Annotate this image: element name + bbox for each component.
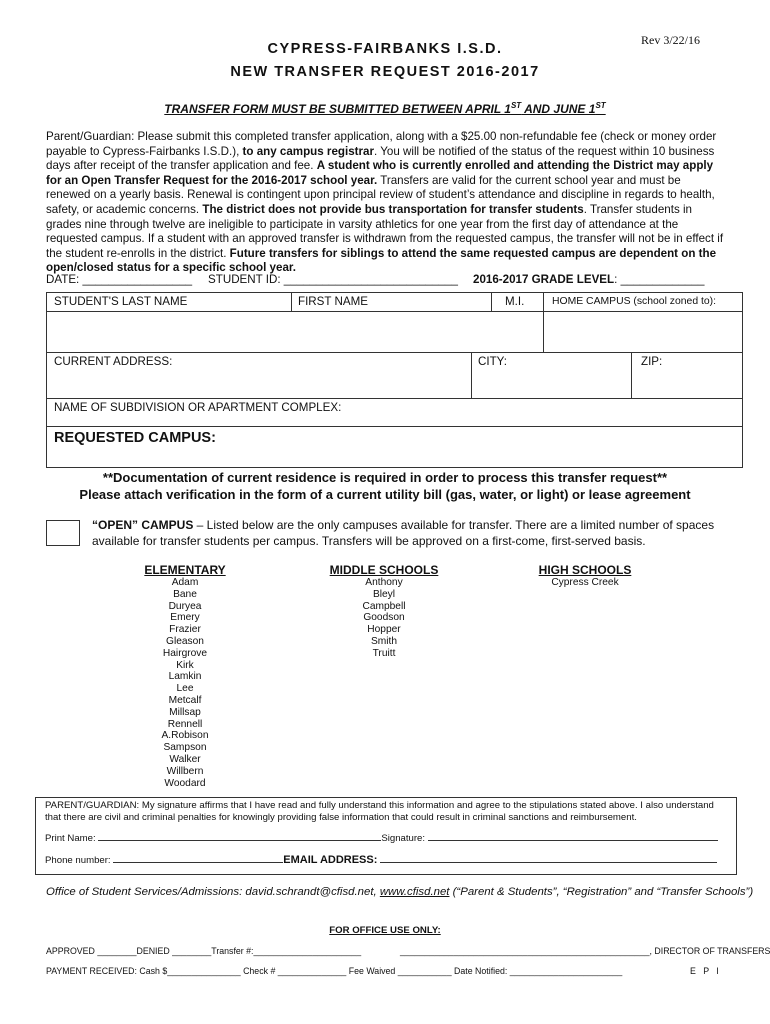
grade-level-field[interactable]: 2016-2017 GRADE LEVEL: _____________: [473, 273, 705, 286]
middle-school-item: Bleyl: [372, 588, 396, 600]
payment-line: PAYMENT RECEIVED: Cash $_______________ Check # ______________ Fee Waived ___________ Date Notified: _______________________: [46, 966, 623, 976]
city-field[interactable]: CITY:: [478, 355, 507, 368]
district-title: CYPRESS-FAIRBANKS I.S.D.: [267, 41, 503, 57]
elementary-school-item: Adam: [171, 577, 199, 588]
elementary-school-item: Metcalf: [168, 694, 202, 706]
elementary-school-item: Bane: [173, 588, 197, 600]
phone-label: Phone number:: [45, 855, 114, 866]
elementary-school-item: Willbern: [166, 765, 204, 777]
elementary-school-item: Rennell: [167, 718, 203, 730]
director-line: ___________________________________________________, DIRECTOR OF TRANSFERS: [400, 946, 770, 956]
current-address-field[interactable]: CURRENT ADDRESS:: [54, 355, 173, 368]
epi-marks: E P I: [690, 966, 719, 976]
print-name-input[interactable]: [98, 831, 381, 841]
elementary-school-item: Millsap: [169, 706, 201, 718]
office-use-heading: FOR OFFICE USE ONLY:: [329, 925, 441, 936]
elementary-school-list: [105, 577, 265, 789]
middle-school-item: Goodson: [363, 612, 405, 624]
subdivision-field[interactable]: NAME OF SUBDIVISION OR APARTMENT COMPLEX:: [54, 401, 342, 414]
high-school-list: [505, 577, 665, 589]
student-id-field[interactable]: STUDENT ID: ___________________________: [208, 273, 458, 286]
last-name-label: STUDENT'S LAST NAME: [54, 295, 188, 308]
documentation-requirement: **Documentation of current residence is required in order to process this transfer request**: [102, 470, 668, 485]
elementary-school-item: Lee: [176, 683, 194, 695]
student-name-input[interactable]: [48, 312, 542, 351]
verification-requirement: Please attach verification in the form of a current utility bill (gas, water, or light) or lease agreement: [79, 487, 691, 502]
elementary-school-item: Hairgrove: [162, 647, 208, 659]
middle-school-list: [304, 577, 464, 660]
elementary-school-item: Walker: [169, 753, 201, 765]
signature-section: [35, 797, 737, 875]
middle-schools-heading: MIDDLE SCHOOLS: [329, 563, 439, 577]
deadline-notice: TRANSFER FORM MUST BE SUBMITTED BETWEEN APRIL 1ST AND JUNE 1ST: [164, 101, 606, 116]
elementary-school-item: Duryea: [168, 600, 202, 612]
high-school-item: Cypress Creek: [551, 577, 619, 588]
elementary-school-item: Woodard: [164, 777, 206, 789]
office-contact: Office of Student Services/Admissions: david.schrandt@cfisd.net, www.cfisd.net (“Parent & Students”, “Registration” and “Transfer Schools”): [46, 886, 754, 898]
instructions-paragraph: Parent/Guardian: Please submit this completed transfer application, along with a $25.00 non-refundable fee (check or money order payable to Cypress-Fairbanks I.S.D.), to any campus registrar. You will be notified of the status of the request within 10 business days after receipt of the transfer application and fee. A student who is currently enrolled and attending the District may apply for an Open Transfer Request for the 2016-2017 school year. Transfers are valid for the current school year and must be renewed on a yearly basis. Renewal is contingent upon principal review of student’s attendance and discipline in regards to health, safety, or academic concerns. The district does not provide bus transportation for transfer students. Transfer students in grades nine through twelve are ineligible to participate in varsity athletics for one year from the first day of attendance at the requested campus. If a student with an approved transfer is withdrawn from the requested campus, the transfer will not be in effect if the student re-enrolls in the district. Future transfers for siblings to attend the same requested campus are dependent on the open/closed status for a specific school year.: [46, 130, 724, 275]
middle-school-item: Smith: [370, 635, 398, 647]
website-link[interactable]: www.cfisd.net: [379, 886, 450, 898]
middle-school-item: Anthony: [365, 577, 403, 588]
print-name-label: Print Name:: [45, 833, 99, 844]
affirmation-statement: PARENT/GUARDIAN: My signature affirms that I have read and fully understand this information and agree to the stipulations stated above. I also understand that there are civil and criminal penalties for knowingly providing false information that could result in criminal sanctions and reimbursement.: [45, 800, 714, 824]
form-title: NEW TRANSFER REQUEST 2016-2017: [230, 64, 540, 80]
first-name-label: FIRST NAME: [298, 295, 368, 308]
signature-input[interactable]: [428, 831, 718, 841]
home-campus-input[interactable]: [544, 312, 741, 351]
approval-line: APPROVED ________DENIED ________Transfer #:______________________: [46, 946, 362, 956]
middle-school-item: Truitt: [372, 647, 396, 659]
phone-input[interactable]: [113, 853, 283, 863]
revision-date: Rev 3/22/16: [641, 33, 700, 47]
elementary-school-item: Emery: [170, 612, 200, 624]
elementary-school-item: Gleason: [166, 635, 204, 647]
open-campus-checkbox[interactable]: [46, 520, 80, 546]
open-campus-description: “OPEN” CAMPUS – Listed below are the only campuses available for transfer. There are a limited number of spaces available for transfer students per campus. Transfers will be approved on a first-come, first-served basis.: [92, 518, 715, 548]
elementary-heading: ELEMENTARY: [144, 563, 226, 577]
elementary-school-item: A.Robison: [161, 730, 209, 742]
middle-school-item: Campbell: [362, 600, 406, 612]
elementary-school-item: Lamkin: [168, 671, 202, 683]
elementary-school-item: Sampson: [163, 742, 207, 754]
middle-initial-label: M.I.: [505, 295, 525, 308]
zip-field[interactable]: ZIP:: [641, 355, 663, 368]
elementary-school-item: Kirk: [176, 659, 194, 671]
email-label: EMAIL ADDRESS:: [283, 854, 381, 866]
email-input[interactable]: [380, 853, 717, 863]
student-info-table: [46, 292, 743, 468]
date-field[interactable]: DATE: _________________: [46, 273, 193, 286]
elementary-school-item: Frazier: [169, 624, 201, 636]
middle-school-item: Hopper: [367, 624, 401, 636]
requested-campus-field[interactable]: REQUESTED CAMPUS:: [54, 430, 216, 446]
home-campus-label: HOME CAMPUS (school zoned to):: [552, 296, 716, 307]
high-schools-heading: HIGH SCHOOLS: [538, 563, 632, 577]
signature-label: Signature:: [381, 833, 428, 844]
